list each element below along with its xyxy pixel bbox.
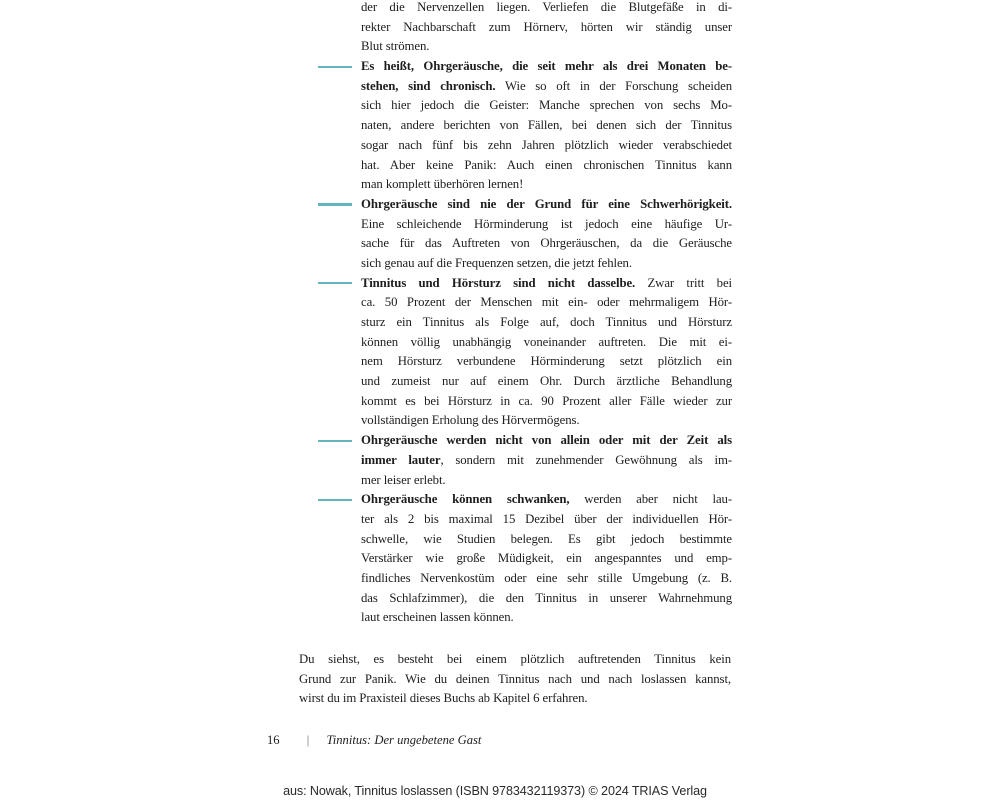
running-title: Tinnitus: Der ungebetene Gast [326, 733, 482, 747]
bold-text-segment: Ohrgeräusche werden nicht von allein oder mit der Zeit als [361, 433, 732, 448]
text-line [299, 689, 731, 709]
text-segment: vollständigen Erholung des Hörvermögens. [361, 413, 580, 428]
text-line [361, 77, 732, 97]
bullet-item [361, 490, 732, 628]
credit-line: aus: Nowak, Tinnitus loslassen (ISBN 9783432119373) © 2024 TRIAS Verlag [283, 784, 707, 798]
text-line [361, 431, 732, 451]
text-line [361, 510, 732, 530]
text-line [361, 411, 732, 431]
bullet-dash-icon [318, 440, 352, 442]
closing-paragraph-container [299, 650, 731, 709]
text-segment: Du siehst, es besteht bei einem plötzlich auftretenden Tinnitus kein [299, 652, 731, 666]
text-segment: Grund zur Panik. Wie du deinen Tinnitus nach und nach loslassen kannst, [299, 671, 731, 686]
text-segment: der die Nervenzellen liegen. Verliefen die Blutgefäße in di- [361, 0, 732, 14]
text-line [361, 589, 732, 609]
text-segment: sich genau auf die Frequenzen setzen, die jetzt fehlen. [361, 255, 632, 270]
text-line [361, 18, 732, 38]
bold-text-segment: Tinnitus und Hörsturz sind nicht dasselbe. [361, 275, 636, 290]
text-line [361, 608, 732, 628]
text-segment: nem Hörsturz verbundene Hörminderung setzt plötzlich ein [361, 354, 732, 369]
text-segment: und zumeist nur auf einem Ohr. Durch ärztliche Behandlung [361, 374, 732, 389]
page-number: 16 [267, 733, 280, 747]
footer-separator: | [306, 733, 310, 747]
text-line [361, 471, 732, 491]
text-line [361, 372, 732, 392]
text-segment: laut erscheinen lassen können. [361, 610, 514, 625]
bullet-item [361, 431, 732, 490]
text-line [361, 136, 732, 156]
text-line [361, 352, 732, 372]
text-line [299, 650, 731, 670]
text-segment: sturz ein Tinnitus als Folge auf, doch Tinnitus und Hörsturz [361, 315, 732, 329]
text-segment: Wie so oft in der Forschung scheiden [495, 78, 732, 93]
text-line [361, 274, 732, 294]
text-segment: wirst du im Praxisteil dieses Buchs ab Kapitel 6 erfahren. [299, 691, 588, 706]
bold-text-segment: stehen, sind chronisch. [361, 78, 496, 93]
text-line [361, 195, 732, 215]
text-line [361, 0, 732, 18]
bold-text-segment: Ohrgeräusche können schwanken, [361, 492, 570, 507]
bold-text-segment: Es heißt, Ohrgeräusche, die seit mehr als drei Monaten be- [361, 59, 732, 74]
text-line [361, 57, 732, 77]
text-segment: ca. 50 Prozent der Menschen mit ein- oder mehrmaligem Hör- [361, 295, 732, 310]
text-segment: sache für das Auftreten von Ohrgeräuschen, da die Geräusche [361, 236, 732, 251]
text-line [361, 215, 732, 235]
text-line [361, 254, 732, 274]
text-column [361, 0, 732, 628]
bold-text-segment: Ohrgeräusche sind nie der Grund für eine Schwerhörigkeit. [361, 196, 732, 211]
text-segment: Blut strömen. [361, 39, 430, 54]
text-line [361, 392, 732, 412]
text-segment: ter als 2 bis maximal 15 Dezibel über der individuellen Hör- [361, 511, 732, 526]
text-line [361, 37, 732, 57]
text-line [361, 156, 732, 176]
text-line [361, 175, 732, 195]
text-line [361, 569, 732, 589]
text-line [361, 490, 732, 510]
text-line [299, 670, 731, 690]
text-line [361, 116, 732, 136]
text-segment: rekter Nachbarschaft zum Hörnerv, hörten wir ständig unser [361, 19, 732, 34]
text-segment: Eine schleichende Hörminderung ist jedoch eine häufige Ur- [361, 216, 732, 231]
text-line [361, 234, 732, 254]
text-segment: findliches Nervenkostüm oder eine sehr stille Umgebung (z. B. [361, 570, 732, 585]
text-line [361, 530, 732, 550]
bullet-dash-icon [318, 499, 352, 501]
text-segment: , sondern mit zunehmender Gewöhnung als im- [440, 452, 732, 467]
bullet-item [361, 274, 732, 432]
bullet-dash-icon [318, 282, 352, 284]
text-segment: man komplett überhören lernen! [361, 177, 524, 192]
bullet-dash-icon [318, 66, 352, 68]
bullet-item [361, 57, 732, 195]
text-segment: schwelle, wie Studien belegen. Es gibt jedoch bestimmte [361, 531, 732, 546]
text-segment: sich hier jedoch die Geister: Manche sprechen von sechs Mo- [361, 98, 732, 113]
text-segment: sogar nach fünf bis zehn Jahren plötzlich wieder verabschiedet [361, 137, 732, 152]
body-paragraph [361, 0, 732, 57]
text-segment: werden aber nicht lau- [569, 492, 732, 507]
bullet-dash-icon [318, 203, 352, 205]
text-line [361, 451, 732, 471]
text-segment: das Schlafzimmer), die den Tinnitus in unserer Wahrnehmung [361, 590, 732, 605]
text-segment: kommt es bei Hörsturz in ca. 90 Prozent aller Fälle wieder zur [361, 393, 732, 408]
text-line [361, 96, 732, 116]
text-line [361, 293, 732, 313]
text-segment: können völlig unabhängig voneinander auftreten. Die mit ei- [361, 334, 732, 349]
text-line [361, 313, 732, 333]
bullet-item [361, 195, 732, 274]
body-paragraph [299, 650, 731, 709]
text-line [361, 333, 732, 353]
text-segment: naten, andere berichten von Fällen, bei denen sich der Tinnitus [361, 118, 732, 133]
bold-text-segment: immer lauter [361, 452, 441, 467]
text-segment: hat. Aber keine Panik: Auch einen chronischen Tinnitus kann [361, 157, 732, 172]
page-footer [267, 733, 481, 748]
text-segment: Verstärker wie große Müdigkeit, ein angespanntes und emp- [361, 551, 732, 566]
text-line [361, 549, 732, 569]
text-segment: mer leiser erlebt. [361, 472, 446, 487]
text-segment: Zwar tritt bei [635, 275, 732, 290]
